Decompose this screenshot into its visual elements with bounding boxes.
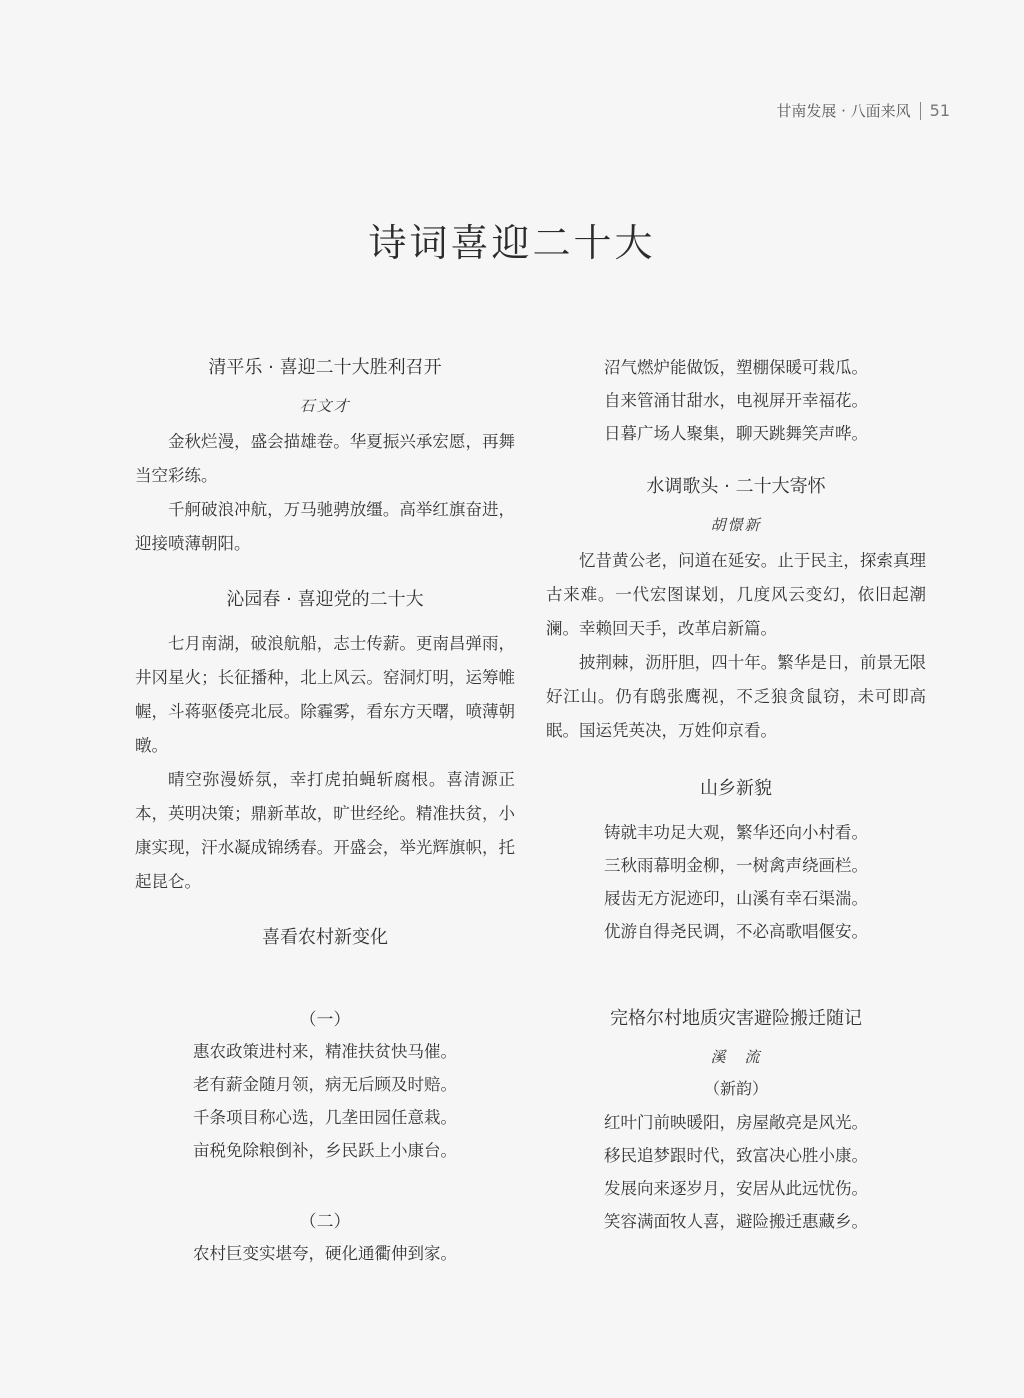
header-divider: [920, 102, 921, 120]
poem-author: 溪 流: [710, 1048, 762, 1066]
poem-paragraph: 千舸破浪冲航，万马驰骋放缰。高举红旗奋进，迎接喷薄朝阳。: [135, 500, 515, 553]
poem-paragraph: 金秋烂漫，盛会描雄卷。华夏振兴承宏愿，再舞当空彩练。: [135, 432, 515, 485]
poem-part-label: （一）: [299, 1010, 351, 1030]
poem-line: 农村巨变实堪夸，硬化通衢伸到家。: [193, 1244, 457, 1263]
poem-part-label: （二）: [299, 1212, 351, 1232]
page-number: 51: [929, 101, 950, 120]
poem-title: 水调歌头 · 二十大寄怀: [646, 476, 826, 497]
poem-line: 铸就丰功足大观，繁华还向小村看。: [604, 823, 868, 842]
poem-title: 清平乐 · 喜迎二十大胜利召开: [208, 357, 442, 378]
poem-line: 移民追梦跟时代，致富决心胜小康。: [604, 1146, 868, 1165]
poem-line: 笑容满面牧人喜，避险搬迁惠藏乡。: [604, 1212, 868, 1231]
running-header: [776, 100, 950, 121]
poem-title: 山乡新貌: [700, 778, 772, 799]
poem-author: 胡憬新: [710, 516, 762, 534]
page-title: 诗词喜迎二十大: [368, 221, 656, 265]
poem-line: 自来管涌甘甜水，电视屏开幸福花。: [604, 391, 868, 410]
poem-line: 亩税免除粮倒补，乡民跃上小康台。: [193, 1141, 457, 1160]
poem-line: 红叶门前映暖阳，房屋敞亮是风光。: [604, 1113, 868, 1132]
poem-title: 沁园春 · 喜迎党的二十大: [226, 589, 424, 610]
poem-paragraph: 七月南湖，破浪航船，志士传薪。更南昌弹雨，井冈星火；长征播种，北上风云。窑洞灯明，运筹帷幄，斗蒋驱倭亮北辰。除霾雾，看东方天曙，喷薄朝暾。: [135, 634, 515, 755]
right-column: [546, 355, 926, 1238]
poem-line: 千条项目称心选，几垄田园任意栽。: [193, 1108, 457, 1127]
poem-paragraph: 晴空弥漫娇氛，幸打虎拍蝇斩腐根。喜清源正本，英明决策；鼎新革故，旷世经纶。精准扶贫，小康实现，汗水凝成锦绣春。开盛会，举光辉旗帜，托起昆仑。: [135, 770, 515, 891]
poem-line: 优游自得尧民调，不必高歌唱偃安。: [604, 922, 868, 941]
poem-line: 屐齿无方泥迹印，山溪有幸石渠湍。: [604, 889, 868, 908]
poem-title: 完格尔村地质灾害避险搬迁随记: [610, 1008, 862, 1029]
poem-line: 日暮广场人聚集，聊天跳舞笑声哗。: [604, 424, 868, 443]
poem-paragraph: 披荆棘，沥肝胆，四十年。繁华是日，前景无限好江山。仍有鸱张鹰视，不乏狼贪鼠窃，未可即高眠。国运凭英决，万姓仰京看。: [546, 653, 926, 740]
section-name: 甘南发展 · 八面来风: [776, 102, 911, 120]
poem-paragraph: 忆昔黄公老，问道在延安。止于民主，探索真理古来难。一代宏图谋划，几度风云变幻，依旧起潮澜。幸赖回天手，改革启新篇。: [546, 551, 926, 638]
left-column: [135, 355, 515, 1270]
poem-line: 老有薪金随月领，病无后顾及时赔。: [193, 1075, 457, 1094]
poem-title: 喜看农村新变化: [262, 927, 388, 948]
poem-line: 三秋雨幕明金柳，一树禽声绕画栏。: [604, 856, 868, 875]
poem-author: 石文才: [299, 397, 351, 415]
poem-line: 沼气燃炉能做饭，塑棚保暖可栽瓜。: [604, 358, 868, 377]
poem-note: （新韵）: [703, 1079, 768, 1098]
poem-line: 惠农政策进村来，精准扶贫快马催。: [193, 1042, 457, 1061]
poem-line: 发展向来逐岁月，安居从此远忧伤。: [604, 1179, 868, 1198]
